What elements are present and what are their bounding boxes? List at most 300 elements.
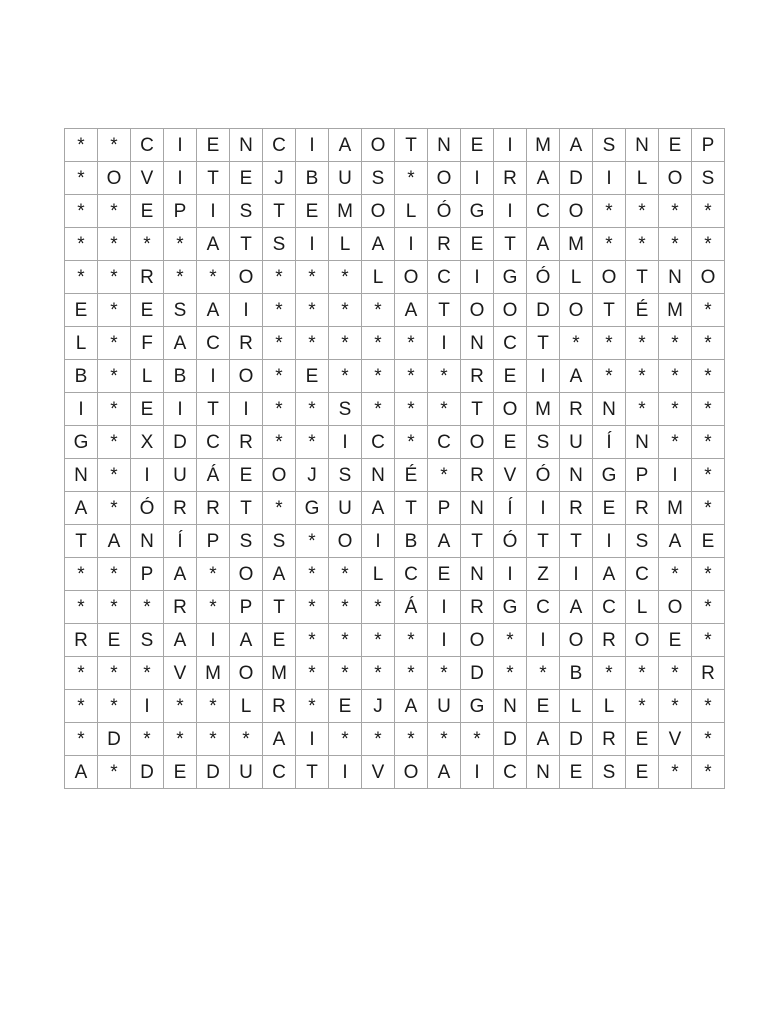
- grid-cell[interactable]: Ó: [527, 459, 560, 492]
- grid-cell[interactable]: O: [230, 558, 263, 591]
- grid-cell[interactable]: *: [329, 723, 362, 756]
- grid-cell[interactable]: I: [461, 162, 494, 195]
- grid-cell[interactable]: I: [527, 492, 560, 525]
- grid-cell[interactable]: S: [230, 195, 263, 228]
- grid-cell[interactable]: *: [197, 591, 230, 624]
- grid-cell[interactable]: T: [626, 261, 659, 294]
- grid-cell[interactable]: P: [131, 558, 164, 591]
- grid-cell[interactable]: N: [593, 393, 626, 426]
- grid-cell[interactable]: R: [428, 228, 461, 261]
- grid-cell[interactable]: *: [98, 657, 131, 690]
- grid-cell[interactable]: *: [329, 294, 362, 327]
- grid-cell[interactable]: E: [131, 393, 164, 426]
- grid-cell[interactable]: E: [626, 723, 659, 756]
- grid-cell[interactable]: T: [527, 327, 560, 360]
- grid-cell[interactable]: Ó: [428, 195, 461, 228]
- grid-cell[interactable]: *: [626, 657, 659, 690]
- grid-cell[interactable]: I: [329, 426, 362, 459]
- grid-cell[interactable]: *: [362, 624, 395, 657]
- grid-cell[interactable]: *: [131, 723, 164, 756]
- grid-cell[interactable]: O: [692, 261, 725, 294]
- grid-cell[interactable]: *: [692, 558, 725, 591]
- grid-cell[interactable]: T: [230, 228, 263, 261]
- grid-cell[interactable]: I: [428, 624, 461, 657]
- grid-cell[interactable]: O: [362, 195, 395, 228]
- grid-cell[interactable]: *: [263, 360, 296, 393]
- grid-cell[interactable]: G: [296, 492, 329, 525]
- grid-cell[interactable]: R: [131, 261, 164, 294]
- grid-cell[interactable]: *: [362, 327, 395, 360]
- grid-cell[interactable]: E: [494, 426, 527, 459]
- grid-cell[interactable]: U: [329, 162, 362, 195]
- grid-cell[interactable]: O: [263, 459, 296, 492]
- grid-cell[interactable]: C: [131, 129, 164, 162]
- grid-cell[interactable]: *: [659, 360, 692, 393]
- grid-cell[interactable]: *: [329, 591, 362, 624]
- grid-cell[interactable]: *: [395, 327, 428, 360]
- grid-cell[interactable]: A: [527, 723, 560, 756]
- grid-cell[interactable]: *: [626, 195, 659, 228]
- grid-cell[interactable]: I: [197, 195, 230, 228]
- grid-cell[interactable]: *: [395, 657, 428, 690]
- grid-cell[interactable]: *: [362, 657, 395, 690]
- grid-cell[interactable]: L: [65, 327, 98, 360]
- grid-cell[interactable]: *: [659, 657, 692, 690]
- grid-cell[interactable]: *: [692, 591, 725, 624]
- grid-cell[interactable]: A: [527, 162, 560, 195]
- grid-cell[interactable]: E: [131, 294, 164, 327]
- grid-cell[interactable]: *: [395, 162, 428, 195]
- grid-cell[interactable]: *: [362, 393, 395, 426]
- grid-cell[interactable]: *: [263, 492, 296, 525]
- grid-cell[interactable]: V: [494, 459, 527, 492]
- grid-cell[interactable]: C: [197, 426, 230, 459]
- grid-cell[interactable]: A: [428, 525, 461, 558]
- grid-cell[interactable]: *: [362, 294, 395, 327]
- grid-cell[interactable]: E: [230, 162, 263, 195]
- grid-cell[interactable]: *: [65, 723, 98, 756]
- grid-cell[interactable]: O: [329, 525, 362, 558]
- grid-cell[interactable]: B: [296, 162, 329, 195]
- grid-cell[interactable]: *: [98, 327, 131, 360]
- grid-cell[interactable]: O: [494, 393, 527, 426]
- grid-cell[interactable]: R: [197, 492, 230, 525]
- grid-cell[interactable]: F: [131, 327, 164, 360]
- grid-cell[interactable]: G: [461, 690, 494, 723]
- grid-cell[interactable]: N: [527, 756, 560, 789]
- grid-cell[interactable]: R: [461, 360, 494, 393]
- grid-cell[interactable]: *: [593, 228, 626, 261]
- grid-cell[interactable]: I: [362, 525, 395, 558]
- grid-cell[interactable]: D: [494, 723, 527, 756]
- grid-cell[interactable]: O: [461, 624, 494, 657]
- grid-cell[interactable]: É: [626, 294, 659, 327]
- grid-cell[interactable]: E: [230, 459, 263, 492]
- grid-cell[interactable]: O: [395, 756, 428, 789]
- grid-cell[interactable]: G: [461, 195, 494, 228]
- grid-cell[interactable]: T: [428, 294, 461, 327]
- grid-cell[interactable]: S: [263, 228, 296, 261]
- grid-cell[interactable]: E: [692, 525, 725, 558]
- grid-cell[interactable]: B: [65, 360, 98, 393]
- grid-cell[interactable]: T: [593, 294, 626, 327]
- grid-cell[interactable]: A: [197, 228, 230, 261]
- grid-cell[interactable]: *: [131, 228, 164, 261]
- grid-cell[interactable]: *: [65, 228, 98, 261]
- grid-cell[interactable]: S: [593, 756, 626, 789]
- grid-cell[interactable]: M: [527, 129, 560, 162]
- grid-cell[interactable]: T: [197, 162, 230, 195]
- grid-cell[interactable]: Í: [593, 426, 626, 459]
- grid-cell[interactable]: I: [164, 393, 197, 426]
- grid-cell[interactable]: D: [197, 756, 230, 789]
- grid-cell[interactable]: L: [593, 690, 626, 723]
- grid-cell[interactable]: A: [230, 624, 263, 657]
- grid-cell[interactable]: *: [626, 327, 659, 360]
- grid-cell[interactable]: *: [164, 228, 197, 261]
- grid-cell[interactable]: *: [593, 195, 626, 228]
- grid-cell[interactable]: R: [164, 591, 197, 624]
- grid-cell[interactable]: O: [230, 261, 263, 294]
- grid-cell[interactable]: A: [560, 591, 593, 624]
- grid-cell[interactable]: S: [329, 393, 362, 426]
- grid-cell[interactable]: A: [362, 228, 395, 261]
- grid-cell[interactable]: M: [659, 492, 692, 525]
- grid-cell[interactable]: *: [98, 591, 131, 624]
- grid-cell[interactable]: *: [659, 228, 692, 261]
- grid-cell[interactable]: R: [461, 591, 494, 624]
- grid-cell[interactable]: Ó: [131, 492, 164, 525]
- grid-cell[interactable]: O: [560, 624, 593, 657]
- grid-cell[interactable]: E: [98, 624, 131, 657]
- grid-cell[interactable]: R: [626, 492, 659, 525]
- grid-cell[interactable]: R: [164, 492, 197, 525]
- grid-cell[interactable]: *: [197, 558, 230, 591]
- grid-cell[interactable]: G: [494, 261, 527, 294]
- grid-cell[interactable]: *: [659, 756, 692, 789]
- grid-cell[interactable]: E: [659, 624, 692, 657]
- grid-cell[interactable]: N: [428, 129, 461, 162]
- grid-cell[interactable]: *: [494, 624, 527, 657]
- grid-cell[interactable]: E: [164, 756, 197, 789]
- grid-cell[interactable]: R: [461, 459, 494, 492]
- grid-cell[interactable]: I: [65, 393, 98, 426]
- grid-cell[interactable]: *: [659, 426, 692, 459]
- grid-cell[interactable]: M: [527, 393, 560, 426]
- grid-cell[interactable]: *: [263, 393, 296, 426]
- grid-cell[interactable]: A: [560, 129, 593, 162]
- grid-cell[interactable]: E: [461, 228, 494, 261]
- grid-cell[interactable]: S: [230, 525, 263, 558]
- grid-cell[interactable]: O: [659, 162, 692, 195]
- grid-cell[interactable]: R: [494, 162, 527, 195]
- grid-cell[interactable]: *: [98, 228, 131, 261]
- grid-cell[interactable]: D: [164, 426, 197, 459]
- grid-cell[interactable]: I: [659, 459, 692, 492]
- grid-cell[interactable]: B: [395, 525, 428, 558]
- grid-cell[interactable]: S: [362, 162, 395, 195]
- grid-cell[interactable]: U: [329, 492, 362, 525]
- grid-cell[interactable]: Í: [164, 525, 197, 558]
- grid-cell[interactable]: L: [395, 195, 428, 228]
- grid-cell[interactable]: *: [131, 591, 164, 624]
- grid-cell[interactable]: *: [395, 723, 428, 756]
- grid-cell[interactable]: N: [131, 525, 164, 558]
- grid-cell[interactable]: *: [98, 195, 131, 228]
- grid-cell[interactable]: *: [329, 624, 362, 657]
- grid-cell[interactable]: S: [131, 624, 164, 657]
- grid-cell[interactable]: C: [263, 756, 296, 789]
- grid-cell[interactable]: A: [164, 327, 197, 360]
- grid-cell[interactable]: A: [329, 129, 362, 162]
- grid-cell[interactable]: S: [692, 162, 725, 195]
- grid-cell[interactable]: N: [461, 327, 494, 360]
- grid-cell[interactable]: P: [428, 492, 461, 525]
- grid-cell[interactable]: A: [395, 690, 428, 723]
- grid-cell[interactable]: *: [428, 657, 461, 690]
- grid-cell[interactable]: *: [65, 162, 98, 195]
- grid-cell[interactable]: *: [65, 129, 98, 162]
- grid-cell[interactable]: *: [626, 690, 659, 723]
- grid-cell[interactable]: P: [164, 195, 197, 228]
- grid-cell[interactable]: D: [560, 162, 593, 195]
- grid-cell[interactable]: E: [494, 360, 527, 393]
- grid-cell[interactable]: R: [560, 492, 593, 525]
- grid-cell[interactable]: A: [98, 525, 131, 558]
- grid-cell[interactable]: *: [659, 690, 692, 723]
- grid-cell[interactable]: *: [65, 558, 98, 591]
- grid-cell[interactable]: G: [494, 591, 527, 624]
- grid-cell[interactable]: G: [593, 459, 626, 492]
- grid-cell[interactable]: I: [296, 228, 329, 261]
- grid-cell[interactable]: *: [98, 360, 131, 393]
- grid-cell[interactable]: I: [197, 624, 230, 657]
- grid-cell[interactable]: *: [659, 558, 692, 591]
- grid-cell[interactable]: R: [593, 624, 626, 657]
- grid-cell[interactable]: P: [197, 525, 230, 558]
- grid-cell[interactable]: *: [296, 690, 329, 723]
- grid-cell[interactable]: S: [593, 129, 626, 162]
- grid-cell[interactable]: C: [593, 591, 626, 624]
- grid-cell[interactable]: *: [98, 426, 131, 459]
- grid-cell[interactable]: C: [263, 129, 296, 162]
- grid-cell[interactable]: C: [428, 426, 461, 459]
- grid-cell[interactable]: L: [560, 261, 593, 294]
- grid-cell[interactable]: O: [362, 129, 395, 162]
- grid-cell[interactable]: *: [692, 426, 725, 459]
- grid-cell[interactable]: S: [164, 294, 197, 327]
- grid-cell[interactable]: *: [131, 657, 164, 690]
- grid-cell[interactable]: *: [395, 360, 428, 393]
- grid-cell[interactable]: *: [626, 393, 659, 426]
- grid-cell[interactable]: *: [626, 228, 659, 261]
- grid-cell[interactable]: *: [65, 591, 98, 624]
- grid-cell[interactable]: I: [230, 294, 263, 327]
- grid-cell[interactable]: T: [263, 591, 296, 624]
- grid-cell[interactable]: O: [560, 195, 593, 228]
- grid-cell[interactable]: I: [593, 162, 626, 195]
- grid-cell[interactable]: R: [263, 690, 296, 723]
- grid-cell[interactable]: S: [263, 525, 296, 558]
- grid-cell[interactable]: *: [692, 195, 725, 228]
- grid-cell[interactable]: *: [98, 558, 131, 591]
- grid-cell[interactable]: O: [659, 591, 692, 624]
- grid-cell[interactable]: N: [626, 129, 659, 162]
- grid-cell[interactable]: *: [692, 459, 725, 492]
- grid-cell[interactable]: *: [692, 393, 725, 426]
- grid-cell[interactable]: Á: [197, 459, 230, 492]
- grid-cell[interactable]: U: [230, 756, 263, 789]
- grid-cell[interactable]: I: [527, 360, 560, 393]
- grid-cell[interactable]: *: [164, 690, 197, 723]
- grid-cell[interactable]: *: [692, 624, 725, 657]
- grid-cell[interactable]: U: [428, 690, 461, 723]
- grid-cell[interactable]: *: [692, 756, 725, 789]
- grid-cell[interactable]: E: [131, 195, 164, 228]
- grid-cell[interactable]: T: [65, 525, 98, 558]
- grid-cell[interactable]: I: [296, 129, 329, 162]
- grid-cell[interactable]: E: [197, 129, 230, 162]
- grid-cell[interactable]: M: [659, 294, 692, 327]
- grid-cell[interactable]: N: [362, 459, 395, 492]
- grid-cell[interactable]: *: [626, 360, 659, 393]
- grid-cell[interactable]: R: [230, 426, 263, 459]
- grid-cell[interactable]: M: [329, 195, 362, 228]
- grid-cell[interactable]: *: [296, 657, 329, 690]
- grid-cell[interactable]: *: [329, 360, 362, 393]
- grid-cell[interactable]: P: [626, 459, 659, 492]
- grid-cell[interactable]: *: [428, 393, 461, 426]
- grid-cell[interactable]: *: [329, 327, 362, 360]
- grid-cell[interactable]: *: [362, 360, 395, 393]
- grid-cell[interactable]: A: [560, 360, 593, 393]
- grid-cell[interactable]: C: [626, 558, 659, 591]
- grid-cell[interactable]: I: [428, 327, 461, 360]
- grid-cell[interactable]: T: [263, 195, 296, 228]
- grid-cell[interactable]: V: [131, 162, 164, 195]
- grid-cell[interactable]: *: [98, 492, 131, 525]
- grid-cell[interactable]: L: [362, 261, 395, 294]
- grid-cell[interactable]: D: [461, 657, 494, 690]
- grid-cell[interactable]: *: [98, 756, 131, 789]
- grid-cell[interactable]: C: [527, 195, 560, 228]
- grid-cell[interactable]: *: [692, 690, 725, 723]
- grid-cell[interactable]: *: [164, 723, 197, 756]
- grid-cell[interactable]: *: [428, 459, 461, 492]
- grid-cell[interactable]: *: [329, 657, 362, 690]
- grid-cell[interactable]: *: [263, 261, 296, 294]
- grid-cell[interactable]: A: [395, 294, 428, 327]
- grid-cell[interactable]: I: [461, 756, 494, 789]
- grid-cell[interactable]: I: [164, 162, 197, 195]
- grid-cell[interactable]: V: [164, 657, 197, 690]
- grid-cell[interactable]: L: [230, 690, 263, 723]
- grid-cell[interactable]: R: [692, 657, 725, 690]
- grid-cell[interactable]: I: [461, 261, 494, 294]
- grid-cell[interactable]: A: [164, 558, 197, 591]
- grid-cell[interactable]: I: [395, 228, 428, 261]
- grid-cell[interactable]: L: [362, 558, 395, 591]
- grid-cell[interactable]: S: [527, 426, 560, 459]
- grid-cell[interactable]: J: [362, 690, 395, 723]
- grid-cell[interactable]: L: [560, 690, 593, 723]
- grid-cell[interactable]: Z: [527, 558, 560, 591]
- grid-cell[interactable]: I: [494, 129, 527, 162]
- grid-cell[interactable]: T: [395, 492, 428, 525]
- grid-cell[interactable]: *: [164, 261, 197, 294]
- grid-cell[interactable]: B: [164, 360, 197, 393]
- grid-cell[interactable]: I: [131, 690, 164, 723]
- grid-cell[interactable]: *: [65, 261, 98, 294]
- grid-cell[interactable]: T: [296, 756, 329, 789]
- grid-cell[interactable]: I: [197, 360, 230, 393]
- grid-cell[interactable]: Ó: [494, 525, 527, 558]
- grid-cell[interactable]: A: [527, 228, 560, 261]
- grid-cell[interactable]: C: [197, 327, 230, 360]
- grid-cell[interactable]: I: [527, 624, 560, 657]
- grid-cell[interactable]: R: [560, 393, 593, 426]
- grid-cell[interactable]: C: [428, 261, 461, 294]
- grid-cell[interactable]: N: [65, 459, 98, 492]
- grid-cell[interactable]: D: [98, 723, 131, 756]
- grid-cell[interactable]: N: [659, 261, 692, 294]
- grid-cell[interactable]: *: [296, 525, 329, 558]
- grid-cell[interactable]: I: [230, 393, 263, 426]
- grid-cell[interactable]: *: [296, 624, 329, 657]
- grid-cell[interactable]: I: [428, 591, 461, 624]
- grid-cell[interactable]: *: [692, 723, 725, 756]
- grid-cell[interactable]: S: [626, 525, 659, 558]
- grid-cell[interactable]: *: [593, 360, 626, 393]
- grid-cell[interactable]: E: [593, 492, 626, 525]
- grid-cell[interactable]: V: [362, 756, 395, 789]
- grid-cell[interactable]: *: [296, 426, 329, 459]
- grid-cell[interactable]: O: [626, 624, 659, 657]
- grid-cell[interactable]: Í: [494, 492, 527, 525]
- grid-cell[interactable]: N: [230, 129, 263, 162]
- grid-cell[interactable]: O: [230, 657, 263, 690]
- grid-cell[interactable]: R: [230, 327, 263, 360]
- grid-cell[interactable]: D: [527, 294, 560, 327]
- grid-cell[interactable]: *: [263, 294, 296, 327]
- grid-cell[interactable]: A: [65, 756, 98, 789]
- grid-cell[interactable]: T: [461, 393, 494, 426]
- grid-cell[interactable]: T: [197, 393, 230, 426]
- grid-cell[interactable]: N: [461, 492, 494, 525]
- grid-cell[interactable]: E: [461, 129, 494, 162]
- grid-cell[interactable]: M: [197, 657, 230, 690]
- grid-cell[interactable]: E: [263, 624, 296, 657]
- grid-cell[interactable]: Ó: [527, 261, 560, 294]
- grid-cell[interactable]: G: [65, 426, 98, 459]
- grid-cell[interactable]: *: [395, 624, 428, 657]
- grid-cell[interactable]: O: [461, 294, 494, 327]
- grid-cell[interactable]: *: [263, 426, 296, 459]
- grid-cell[interactable]: O: [428, 162, 461, 195]
- grid-cell[interactable]: T: [395, 129, 428, 162]
- grid-cell[interactable]: *: [659, 327, 692, 360]
- grid-cell[interactable]: N: [494, 690, 527, 723]
- grid-cell[interactable]: A: [263, 558, 296, 591]
- grid-cell[interactable]: *: [692, 228, 725, 261]
- grid-cell[interactable]: *: [263, 327, 296, 360]
- grid-cell[interactable]: *: [494, 657, 527, 690]
- grid-cell[interactable]: *: [296, 294, 329, 327]
- grid-cell[interactable]: V: [659, 723, 692, 756]
- grid-cell[interactable]: D: [560, 723, 593, 756]
- grid-cell[interactable]: *: [659, 195, 692, 228]
- grid-cell[interactable]: I: [329, 756, 362, 789]
